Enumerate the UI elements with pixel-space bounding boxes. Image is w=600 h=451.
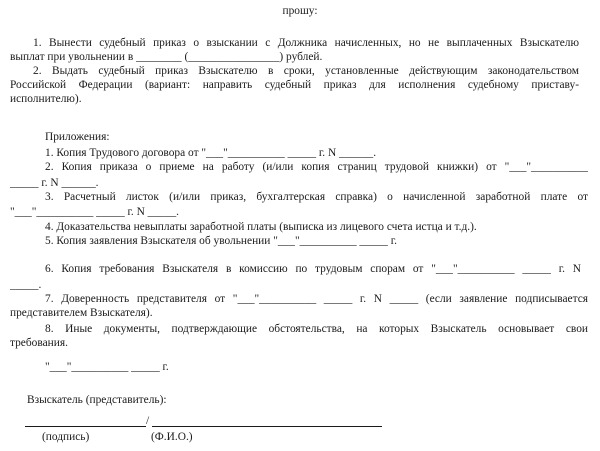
attachment-item-5: 5. Копия заявления Взыскателя об увольнении "___"__________ _____ г. xyxy=(45,235,397,247)
attachment-item-7-line-2: представителем Взыскателя). xyxy=(10,307,153,319)
signature-separator: / xyxy=(146,415,150,427)
attachment-item-1: 1. Копия Трудового договора от "___"__________ _____ г. N ______. xyxy=(45,147,377,159)
attachment-item-7-line-1: 7. Доверенность представителя от "___"__________ _____ г. N _____ (если заявление подписывается xyxy=(45,293,588,305)
attachment-item-8-line-2: требования. xyxy=(10,337,68,349)
signature-caption: (подпись) xyxy=(42,431,90,443)
request-item-2-line-2: Российской Федерации (вариант: направить судебный приказ для исполнения судебному приставу- xyxy=(10,79,579,91)
request-item-1-line-2: выплат при увольнении в ________ (________________) рублей. xyxy=(10,51,323,63)
attachment-item-8-line-1: 8. Иные документы, подтверждающие обстоятельства, на которых Взыскатель основывает свои xyxy=(45,323,588,335)
request-item-1-line-1: 1. Вынести судебный приказ о взыскании с Должника начисленных, но не выплаченных Взыскателю xyxy=(33,37,579,49)
attachments-heading: Приложения: xyxy=(45,131,110,143)
applicant-label: Взыскатель (представитель): xyxy=(27,394,167,406)
attachment-item-2-line-1: 2. Копия приказа о приеме на работу (и/или копия страниц трудовой книжки) от "___"__________ xyxy=(45,161,588,173)
request-heading: прошу: xyxy=(282,5,318,17)
signature-line xyxy=(25,426,146,427)
attachment-item-6-line-2: _____. xyxy=(10,279,42,291)
attachment-item-2-line-2: _____ г. N ______. xyxy=(10,177,99,189)
attachment-item-4: 4. Доказательства невыплаты заработной платы (выписка из лицевого счета истца и т.д.). xyxy=(45,221,477,233)
attachment-item-6-line-1: 6. Копия требования Взыскателя в комиссию по трудовым спорам от "___"__________ _____ г. N xyxy=(45,263,581,275)
fio-line xyxy=(152,426,382,427)
request-item-2-line-3: исполнителю). xyxy=(10,93,82,105)
request-item-2-line-1: 2. Выдать судебный приказ Взыскателю в сроки, установленные действующим законодательством xyxy=(33,65,579,77)
attachment-item-3-line-2: "___"__________ _____ г. N _____. xyxy=(10,206,179,218)
attachment-item-3-line-1: 3. Расчетный листок (и/или приказ, бухгалтерская справка) о начисленной заработной плате от xyxy=(45,191,588,203)
fio-caption: (Ф.И.О.) xyxy=(151,431,193,443)
date-line: "___"__________ _____ г. xyxy=(45,361,169,373)
